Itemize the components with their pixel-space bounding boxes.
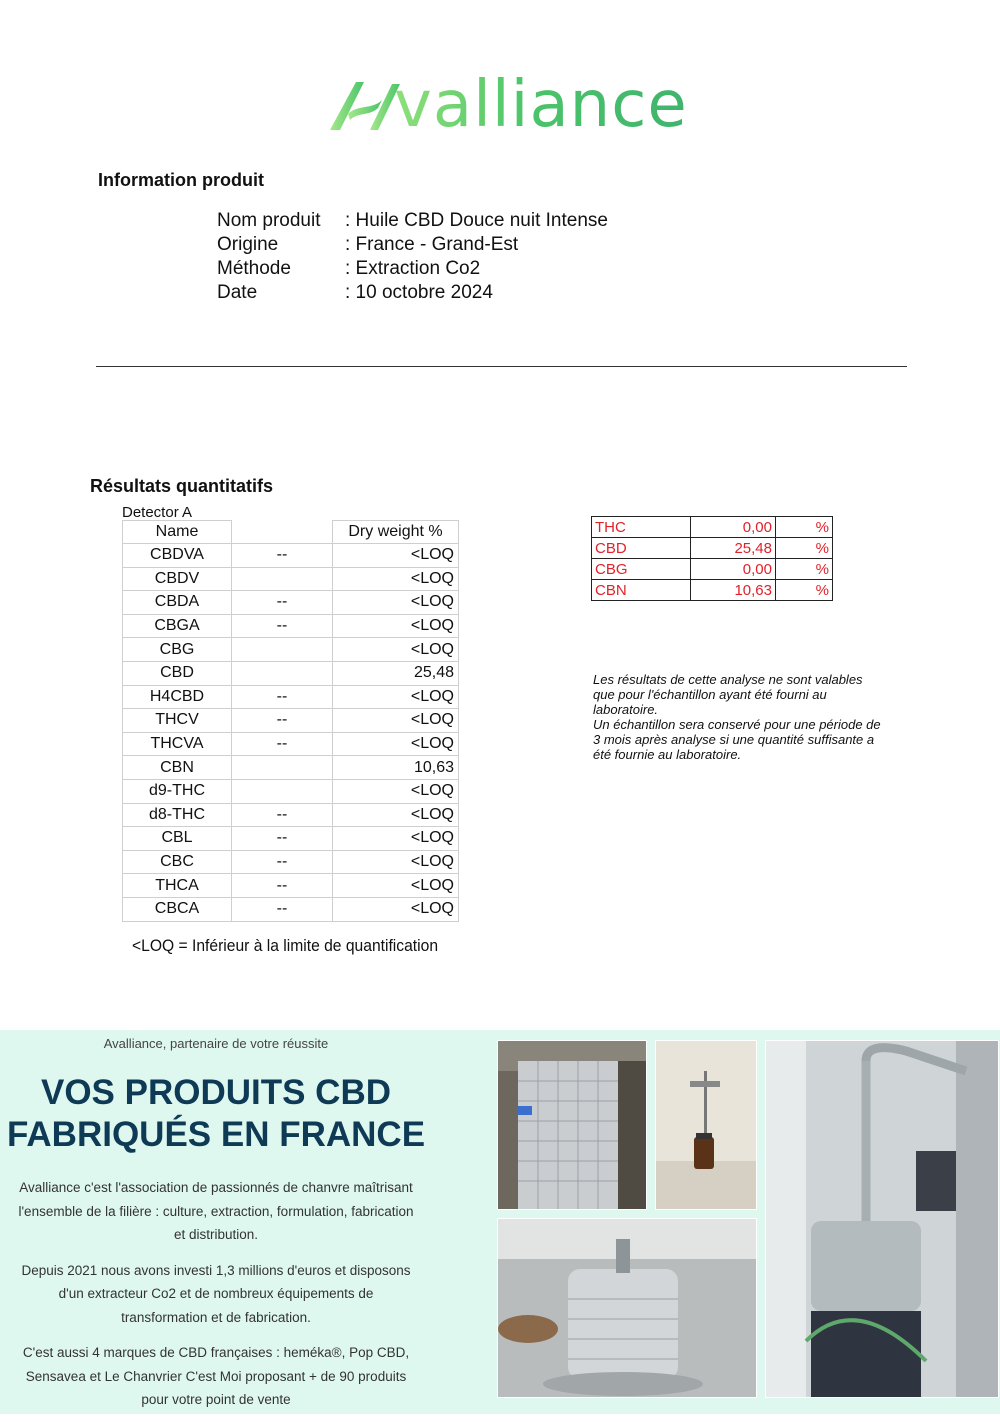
results-row <box>123 591 459 615</box>
results-row <box>123 685 459 709</box>
banner-paragraph: C'est aussi 4 marques de CBD françaises : heméka®, Pop CBD, Sensavea et Le Chanvrier C'est Moi proposant + de 90 produits pour votre point de vente <box>22 1345 410 1407</box>
summary-unit: % <box>776 559 833 580</box>
banner-text <box>16 1176 416 1424</box>
column-header-dry-weight: Dry weight % <box>333 521 459 544</box>
info-value: : 10 octobre 2024 <box>345 282 493 303</box>
summary-row <box>592 538 833 559</box>
results-section-title: Résultats quantitatifs <box>90 476 274 496</box>
summary-value: 0,00 <box>691 559 776 580</box>
dry-weight-value: <LOQ <box>333 614 459 638</box>
promo-banner <box>0 1030 1000 1414</box>
logo-text: valliance <box>394 68 688 142</box>
results-row <box>123 544 459 568</box>
cannabinoid-name: CBG <box>123 638 232 662</box>
summary-unit: % <box>776 580 833 601</box>
results-table <box>122 520 459 922</box>
dash-cell: -- <box>232 709 333 733</box>
dry-weight-value: <LOQ <box>333 827 459 851</box>
dry-weight-value: <LOQ <box>333 850 459 874</box>
machinery-photo <box>765 1040 999 1398</box>
results-row <box>123 803 459 827</box>
info-section-title: Information produit <box>98 170 264 190</box>
dash-cell: -- <box>232 850 333 874</box>
info-row <box>217 234 608 258</box>
column-header-name: Name <box>123 521 232 544</box>
disclaimer-paragraph: Les résultats de cette analyse ne sont valables que pour l'échantillon ayant été fourni au laboratoire. <box>593 672 863 717</box>
info-label: Nom produit <box>217 210 321 231</box>
cannabinoid-name: THCV <box>123 709 232 733</box>
dash-cell: -- <box>232 614 333 638</box>
vessel-photo <box>497 1218 757 1398</box>
info-label: Date <box>217 282 258 303</box>
results-row <box>123 779 459 803</box>
product-info <box>217 210 608 306</box>
cannabinoid-name: CBC <box>123 850 232 874</box>
banner-headline <box>0 1072 432 1156</box>
info-label: Méthode <box>217 258 291 279</box>
cannabinoid-name: CBL <box>123 827 232 851</box>
disclaimer <box>593 672 883 762</box>
dry-weight-value: <LOQ <box>333 803 459 827</box>
section-divider <box>96 366 907 367</box>
info-value: : France - Grand-Est <box>345 234 519 255</box>
banner-paragraph: Depuis 2021 nous avons investi 1,3 millions d'euros et disposons d'un extracteur Co2 et de nombreux équipements de transformation et de fabrication. <box>21 1262 411 1325</box>
results-header-row <box>123 521 459 544</box>
results-row <box>123 661 459 685</box>
logo-a-mark-icon <box>326 74 400 136</box>
results-row <box>123 850 459 874</box>
dash-cell: -- <box>232 874 333 898</box>
dry-weight-value: 25,48 <box>333 661 459 685</box>
info-row <box>217 282 608 306</box>
dry-weight-value: <LOQ <box>333 779 459 803</box>
avalliance-logo <box>326 70 688 140</box>
banner-paragraph: Avalliance c'est l'association de passionnés de chanvre maîtrisant l'ensemble de la filière : culture, extraction, formulation, fabrication et distribution. <box>18 1180 414 1242</box>
dry-weight-value: <LOQ <box>333 732 459 756</box>
dry-weight-value: <LOQ <box>333 709 459 733</box>
dash-cell <box>232 638 333 662</box>
dry-weight-value: <LOQ <box>333 897 459 921</box>
dry-weight-value: <LOQ <box>333 567 459 591</box>
cannabinoid-name: H4CBD <box>123 685 232 709</box>
info-row <box>217 210 608 234</box>
cannabinoid-name: THCA <box>123 874 232 898</box>
info-value: : Extraction Co2 <box>345 258 481 279</box>
cannabinoid-name: THCVA <box>123 732 232 756</box>
cannabinoid-name: d8-THC <box>123 803 232 827</box>
dash-cell: -- <box>232 897 333 921</box>
dry-weight-value: <LOQ <box>333 685 459 709</box>
dash-cell: -- <box>232 732 333 756</box>
headline-line: FABRIQUÉS EN FRANCE <box>6 1115 426 1154</box>
dash-cell <box>232 567 333 591</box>
summary-value: 25,48 <box>691 538 776 559</box>
info-label: Origine <box>217 234 279 255</box>
dry-weight-value: <LOQ <box>333 544 459 568</box>
results-row <box>123 614 459 638</box>
results-row <box>123 567 459 591</box>
cannabinoid-name: CBD <box>123 661 232 685</box>
summary-table <box>591 516 833 601</box>
cannabinoid-name: d9-THC <box>123 779 232 803</box>
summary-name: THC <box>592 517 691 538</box>
dry-weight-value: <LOQ <box>333 591 459 615</box>
summary-name: CBN <box>592 580 691 601</box>
results-row <box>123 756 459 780</box>
dash-cell: -- <box>232 544 333 568</box>
dash-cell: -- <box>232 591 333 615</box>
summary-value: 10,63 <box>691 580 776 601</box>
dash-cell <box>232 756 333 780</box>
dry-weight-value: <LOQ <box>333 874 459 898</box>
cannabinoid-name: CBCA <box>123 897 232 921</box>
column-header-blank <box>232 521 333 544</box>
summary-row <box>592 580 833 601</box>
cannabinoid-name: CBN <box>123 756 232 780</box>
dash-cell <box>232 779 333 803</box>
summary-value: 0,00 <box>691 517 776 538</box>
cannabinoid-name: CBDVA <box>123 544 232 568</box>
results-row <box>123 709 459 733</box>
info-value: : Huile CBD Douce nuit Intense <box>345 210 608 231</box>
dash-cell: -- <box>232 803 333 827</box>
extractor-column-photo <box>497 1040 647 1210</box>
summary-unit: % <box>776 538 833 559</box>
results-row <box>123 874 459 898</box>
headline-line: VOS PRODUITS CBD <box>40 1073 392 1112</box>
dry-weight-value: 10,63 <box>333 756 459 780</box>
dash-cell: -- <box>232 827 333 851</box>
results-row <box>123 732 459 756</box>
dry-weight-value: <LOQ <box>333 638 459 662</box>
results-row <box>123 897 459 921</box>
summary-name: CBG <box>592 559 691 580</box>
summary-row <box>592 559 833 580</box>
dash-cell: -- <box>232 685 333 709</box>
loq-note: <LOQ = Inférieur à la limite de quantification <box>132 936 439 955</box>
summary-row <box>592 517 833 538</box>
info-row <box>217 258 608 282</box>
cannabinoid-name: CBDA <box>123 591 232 615</box>
cannabinoid-name: CBDV <box>123 567 232 591</box>
disclaimer-paragraph: Un échantillon sera conservé pour une période de 3 mois après analyse si une quantité suffisante a été fournie au laboratoire. <box>593 717 881 762</box>
cannabinoid-name: CBGA <box>123 614 232 638</box>
summary-unit: % <box>776 517 833 538</box>
dash-cell <box>232 661 333 685</box>
results-row <box>123 638 459 662</box>
detector-label: Detector A <box>122 504 193 521</box>
summary-name: CBD <box>592 538 691 559</box>
results-row <box>123 827 459 851</box>
banner-tagline: Avalliance, partenaire de votre réussite <box>103 1036 329 1051</box>
sample-bottle-photo <box>655 1040 757 1210</box>
